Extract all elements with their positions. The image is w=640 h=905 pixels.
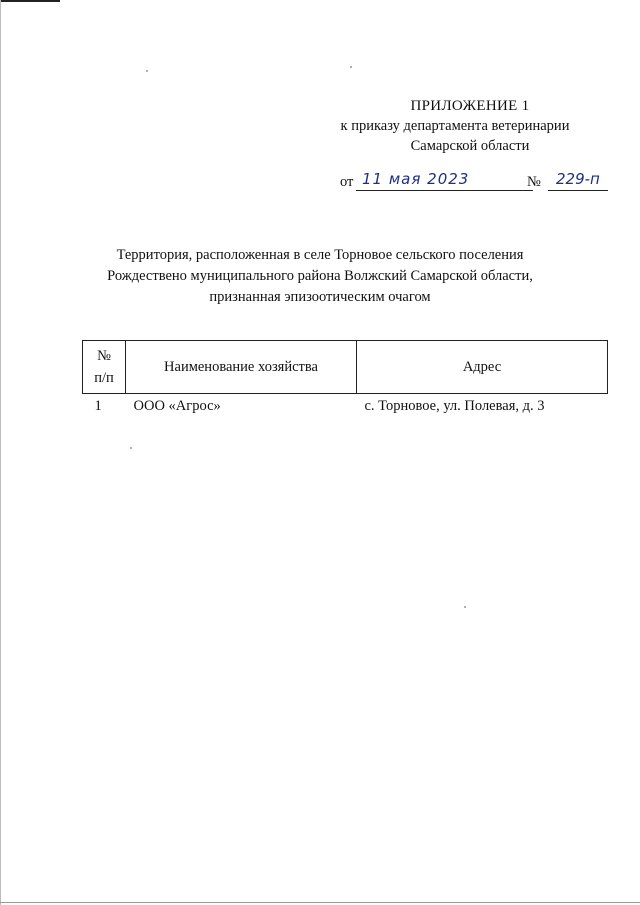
number-underline [548, 190, 608, 191]
scan-edge-bottom [0, 902, 640, 903]
header-number-sign: № [97, 348, 111, 364]
cell-farm-name: ООО «Агрос» [133, 398, 221, 414]
heading-line-2: Рождествено муниципального района Волжский Самарской области, [107, 268, 533, 284]
table-header-row [83, 341, 608, 394]
heading-line-1: Территория, расположенная в селе Торновое сельского поселения [116, 247, 524, 263]
scan-speck [350, 66, 352, 68]
annex-region: Самарской области [410, 138, 530, 154]
annex-title: ПРИЛОЖЕНИЕ 1 [410, 98, 530, 114]
date-underline [356, 190, 533, 191]
order-from-label: от [340, 174, 354, 190]
header-number-pp: п/п [94, 370, 114, 386]
annex-block [340, 96, 600, 156]
scan-edge-top [0, 0, 60, 2]
scan-speck [146, 70, 148, 72]
document-heading [100, 245, 540, 308]
table-row [83, 394, 608, 416]
order-date-number-line [340, 172, 610, 194]
cell-address: с. Торновое, ул. Полевая, д. 3 [364, 398, 545, 414]
header-address: Адрес [357, 341, 608, 394]
scan-speck [464, 606, 466, 608]
cell-row-number: 1 [94, 398, 102, 414]
header-row-number [83, 341, 126, 394]
order-number-handwritten: 229-п [556, 170, 600, 188]
scan-speck [130, 447, 132, 449]
order-number-label: № [527, 174, 541, 190]
heading-line-3: признанная эпизоотическим очагом [209, 289, 431, 305]
scan-edge-left [0, 0, 1, 905]
farms-table [82, 340, 608, 415]
order-date-handwritten: 11 мая 2023 [362, 170, 470, 188]
annex-order-reference: к приказу департамента ветеринарии [340, 118, 570, 134]
header-farm-name: Наименование хозяйства [126, 341, 357, 394]
